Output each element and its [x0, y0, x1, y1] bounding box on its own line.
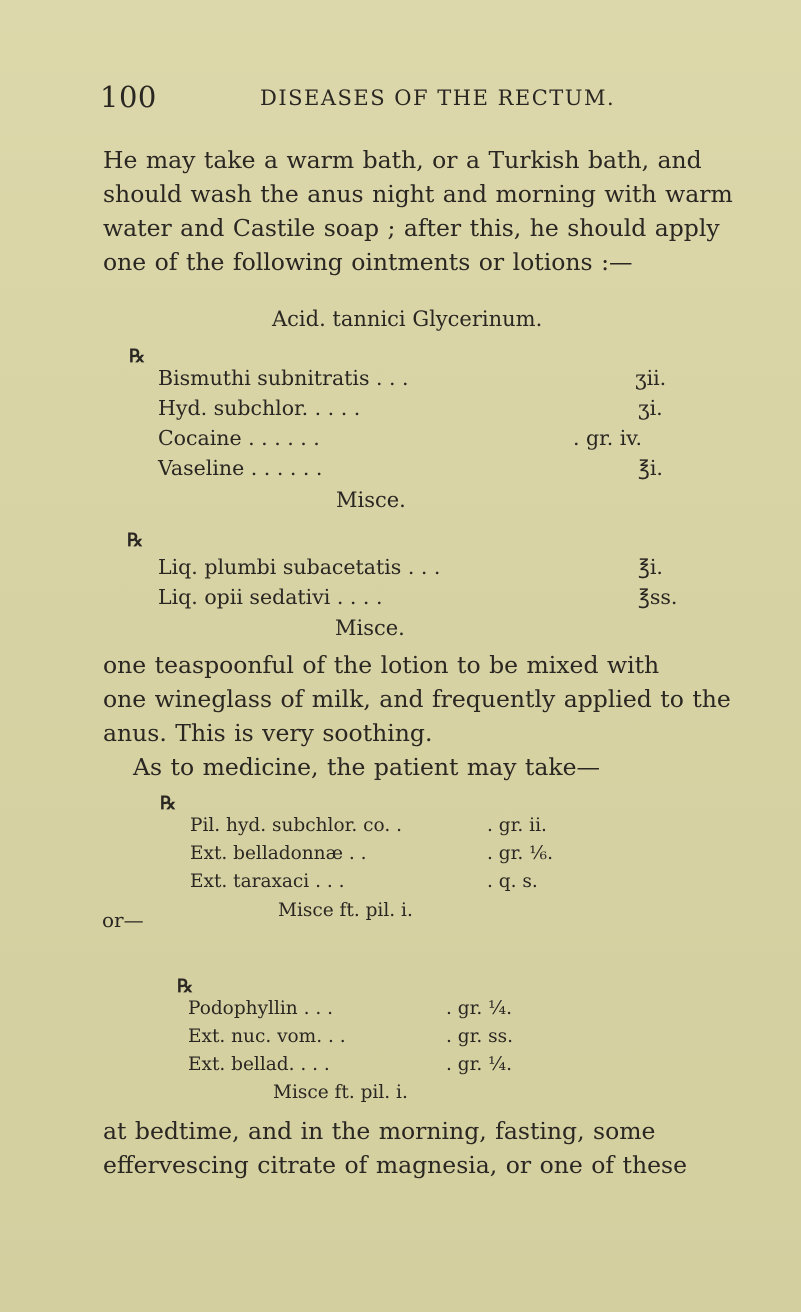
drug-dose: ℥i.	[638, 555, 663, 579]
prescription-item	[158, 426, 718, 454]
drug-dose: . gr. iv.	[573, 426, 642, 450]
prescription-symbol: ℞	[129, 346, 146, 367]
text-line: one of the following ointments or lotions :—	[103, 248, 633, 276]
prescription-item	[158, 366, 718, 394]
misce-label: Misce.	[335, 616, 405, 640]
prescription-item	[188, 1054, 688, 1082]
prescription-item	[158, 456, 718, 484]
text-line: He may take a warm bath, or a Turkish bath, and	[103, 146, 702, 174]
drug-name: Ext. taraxaci . . .	[190, 871, 345, 892]
text-line: one teaspoonful of the lotion to be mixed with	[103, 651, 660, 679]
text-line: water and Castile soap ; after this, he should apply	[103, 214, 720, 242]
drug-dose: ℥i.	[638, 456, 663, 480]
misce-label: Misce ft. pil. i.	[273, 1082, 408, 1103]
drug-dose: . gr. ⅙.	[487, 843, 553, 864]
misce-label: Misce.	[336, 488, 406, 512]
drug-dose: . gr. ¼.	[446, 998, 512, 1019]
drug-dose: . gr. ii.	[487, 815, 547, 836]
text-line: As to medicine, the patient may take—	[133, 753, 601, 781]
running-head: DISEASES OF THE RECTUM.	[260, 86, 616, 110]
text-line: one wineglass of milk, and frequently applied to the	[103, 685, 731, 713]
text-line: at bedtime, and in the morning, fasting, some	[103, 1117, 656, 1145]
drug-name: Vaseline . . . . . .	[158, 456, 323, 480]
prescription-item	[158, 555, 718, 583]
drug-dose: ʒi.	[638, 396, 663, 420]
prescription-item	[158, 585, 718, 613]
text-line: should wash the anus night and morning with warm	[103, 180, 733, 208]
prescription-item	[190, 815, 690, 843]
drug-name: Pil. hyd. subchlor. co. .	[190, 815, 402, 836]
first-option: Acid. tannici Glycerinum.	[272, 307, 543, 331]
drug-name: Cocaine . . . . . .	[158, 426, 320, 450]
prescription-item	[158, 396, 718, 424]
drug-dose: ℥ss.	[638, 585, 678, 609]
closing-paragraph	[103, 1114, 783, 1182]
drug-dose: . gr. ¼.	[446, 1054, 512, 1075]
prescription-symbol: ℞	[177, 976, 194, 997]
drug-name: Ext. belladonnæ . .	[190, 843, 367, 864]
prescription-symbol: ℞	[160, 793, 177, 814]
drug-dose: . q. s.	[487, 871, 538, 892]
text-line: anus. This is very soothing.	[103, 719, 433, 747]
prescription-symbol: ℞	[127, 530, 144, 551]
drug-name: Hyd. subchlor. . . . .	[158, 396, 361, 420]
middle-paragraph	[103, 648, 763, 784]
page-header	[100, 80, 740, 116]
prescription-item	[190, 843, 690, 871]
drug-name: Bismuthi subnitratis . . .	[158, 366, 409, 390]
drug-dose: ʒii.	[635, 366, 667, 390]
misce-label: Misce ft. pil. i.	[278, 900, 413, 921]
drug-name: Ext. nuc. vom. . .	[188, 1026, 346, 1047]
drug-dose: . gr. ss.	[446, 1026, 514, 1047]
drug-name: Ext. bellad. . . .	[188, 1054, 330, 1075]
intro-paragraph	[103, 143, 763, 279]
or-label: or—	[102, 908, 144, 932]
text-line: effervescing citrate of magnesia, or one of these	[103, 1151, 688, 1179]
drug-name: Liq. opii sedativi . . . .	[158, 585, 383, 609]
prescription-item	[188, 1026, 688, 1054]
drug-name: Liq. plumbi subacetatis . . .	[158, 555, 441, 579]
prescription-item	[190, 871, 690, 899]
page-number: 100	[100, 80, 157, 114]
drug-name: Podophyllin . . .	[188, 998, 333, 1019]
prescription-item	[188, 998, 688, 1026]
